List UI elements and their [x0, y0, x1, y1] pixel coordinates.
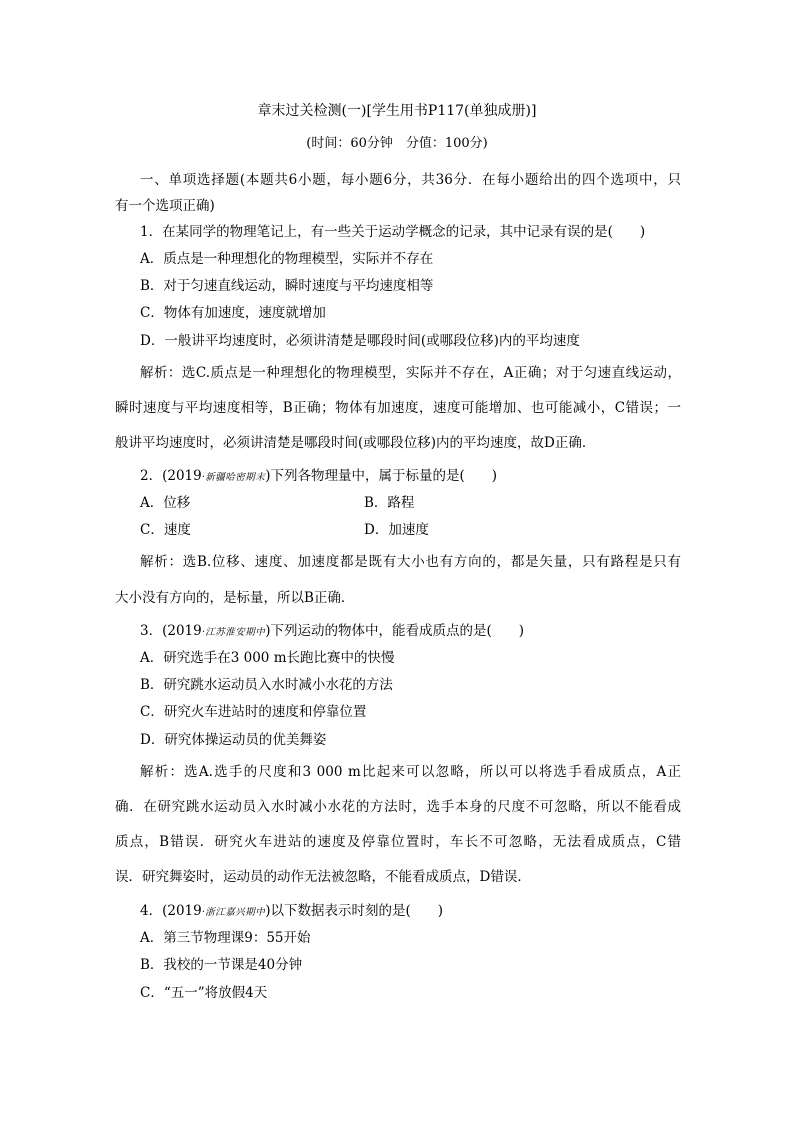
question-2-stem-text: )下列各物理量中，属于标量的是( )	[265, 468, 498, 484]
page-title: 章末过关检测(一)[学生用书P117(单独成册)]	[257, 103, 537, 119]
question-2-stem	[140, 466, 497, 488]
question-3-source: ·江苏淮安期中	[201, 627, 266, 638]
question-2-solution-line2: 大小没有方向的，是标量，所以B正确．	[115, 590, 355, 606]
question-3-solution-line2: 确．在研究跳水运动员入水时减小水花的方法时，选手本身的尺度不可忽略，所以不能看成	[115, 799, 681, 815]
question-3-stem-text: )下列运动的物体中，能看成质点的是( )	[265, 623, 525, 639]
question-4-option-b: B．我校的一节课是40分钟	[140, 957, 303, 973]
question-1-solution-line1: 解析：选C.质点是一种理想化的物理模型，实际并不存在，A正确；对于匀速直线运动，	[140, 365, 681, 381]
question-2-source: ·新疆哈密期末	[201, 472, 266, 483]
question-3-option-c: C．研究火车进站时的速度和停靠位置	[140, 704, 367, 720]
section-heading-line2: 有一个选项正确)	[115, 198, 215, 214]
question-3-option-d: D．研究体操运动员的优美舞姿	[140, 732, 327, 748]
question-3-solution-line4: 误．研究舞姿时，运动员的动作无法被忽略，不能看成质点，D错误．	[115, 869, 531, 885]
question-4-option-c: C．“五一”将放假4天	[140, 985, 268, 1001]
question-3-number: 3．(2019	[140, 623, 202, 639]
question-2-solution-line1: 解析：选B.位移、速度、加速度都是既有大小也有方向的，都是矢量，只有路程是只有	[140, 554, 681, 570]
question-2-option-d: D．加速度	[364, 522, 429, 538]
question-1-solution-line3: 般讲平均速度时，必须讲清楚是哪段时间(或哪段位移)内的平均速度，故D正确．	[115, 435, 596, 451]
question-3-option-a: A．研究选手在3 000 m长跑比赛中的快慢	[140, 650, 395, 666]
section-heading-line1: 一、单项选择题(本题共6小题，每小题6分，共36分．在每小题给出的四个选项中，只	[140, 172, 681, 188]
question-1-solution-line2: 瞬时速度与平均速度相等，B正确；物体有加速度，速度可能增加、也可能减小，C错误；一	[115, 400, 681, 416]
question-4-stem-text: )以下数据表示时刻的是( )	[265, 903, 444, 919]
question-3-solution-line1: 解析：选A.选手的尺度和3 000 m比起来可以忽略，所以可以将选手看成质点，A正	[140, 764, 681, 780]
question-2-option-a: A．位移	[140, 495, 191, 511]
question-1-stem: 1．在某同学的物理笔记上，有一些关于运动学概念的记录，其中记录有误的是( )	[140, 224, 646, 240]
question-4-number: 4．(2019	[140, 903, 202, 919]
question-2-option-c: C．速度	[140, 522, 191, 538]
question-1-option-c: C．物体有加速度，速度就增加	[140, 305, 326, 321]
question-4-stem	[140, 901, 443, 923]
question-3-option-b: B．研究跳水运动员入水时减小水花的方法	[140, 677, 393, 693]
exam-meta: (时间：60分钟 分值：100分)	[306, 136, 488, 151]
question-2-number: 2．(2019	[140, 468, 202, 484]
question-4-source: ·浙江嘉兴期中	[201, 907, 266, 918]
question-4-option-a: A．第三节物理课9：55开始	[140, 930, 311, 946]
question-1-option-a: A．质点是一种理想化的物理模型，实际并不存在	[140, 251, 434, 267]
question-3-stem	[140, 621, 524, 643]
question-1-option-b: B．对于匀速直线运动，瞬时速度与平均速度相等	[140, 278, 434, 294]
question-2-option-b: B．路程	[364, 495, 415, 511]
question-3-solution-line3: 质点，B错误．研究火车进站的速度及停靠位置时，车长不可忽略，无法看成质点，C错	[115, 834, 681, 850]
question-1-option-d: D．一般讲平均速度时，必须讲清楚是哪段时间(或哪段位移)内的平均速度	[140, 333, 580, 349]
